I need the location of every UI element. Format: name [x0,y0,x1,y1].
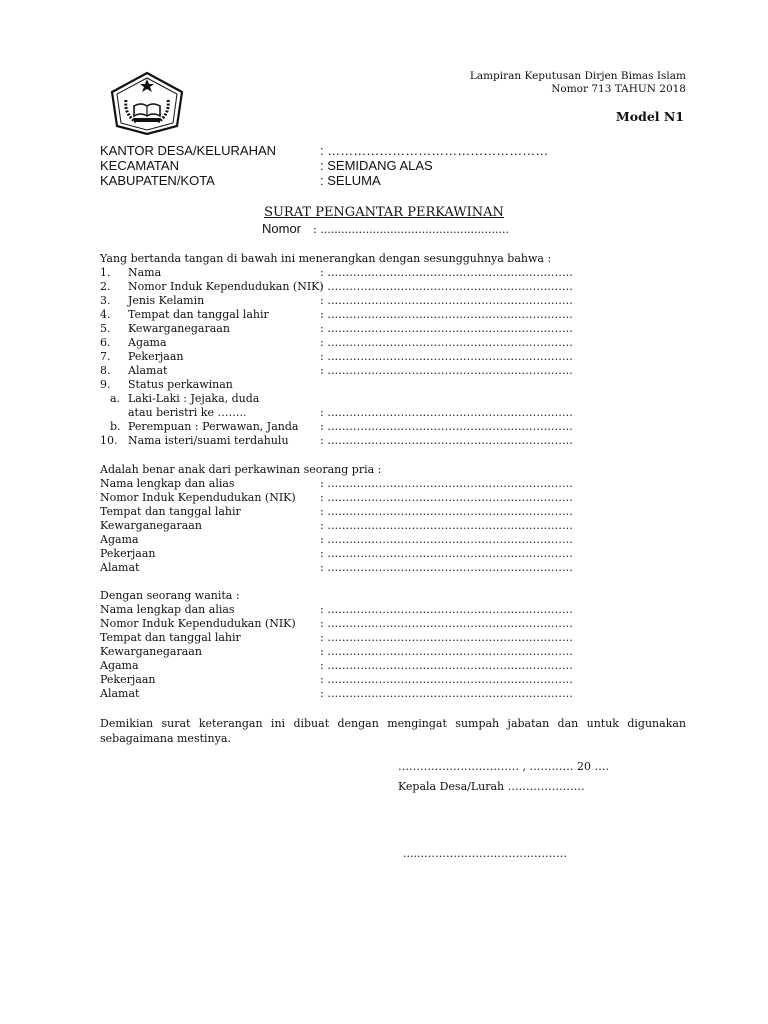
status-b-row [100,420,620,434]
document-title: SURAT PENGANTAR PERKAWINAN [264,205,504,220]
field-row [100,308,620,322]
office-value-kabupaten: : SELUMA [320,173,381,188]
field-dots: : …………………………………………………………. [320,603,573,616]
father-label: Agama [100,533,139,546]
field-dots: : …………………………………………………………. [320,294,573,307]
field-row [100,336,620,350]
field-dots: : …………………………………………………………. [320,561,573,574]
attachment-title: Lampiran Keputusan Dirjen Bimas Islam [469,70,686,82]
closing-statement: Demikian surat keterangan ini dibuat dengan mengingat sumpah jabatan dan untuk digunakan sebagaimana mestinya. [100,717,686,745]
mother-row [100,631,620,645]
status-a-row [100,392,620,406]
field-dots: : …………………………………………………………. [320,491,573,504]
father-label: Kewarganegaraan [100,519,202,532]
father-row [100,547,620,561]
field-dots: : …………………………………………………………. [320,617,573,630]
field-number: 9. [100,378,111,391]
field-label: Jenis Kelamin [128,294,205,307]
father-label: Pekerjaan [100,547,156,560]
father-label: Alamat [100,561,140,574]
father-intro: Adalah benar anak dari perkawinan seorang pria : [100,463,382,476]
field-dots: : …………………………………………………………. [320,308,573,321]
field-dots: : …………………………………………………………. [320,645,573,658]
mother-row [100,687,620,701]
father-row [100,533,620,547]
field-dots: : …………………………………………………………. [320,631,573,644]
mother-row [100,617,620,631]
field-dots: : …………………………………………………………. [320,266,573,279]
mother-label: Nomor Induk Kependudukan (NIK) [100,617,296,630]
mother-row [100,645,620,659]
status-a-letter: a. [110,392,121,405]
field-label: Nomor Induk Kependudukan (NIK) [128,280,324,293]
mother-row [100,603,620,617]
field-label: Nama isteri/suami terdahulu [128,434,289,447]
field-dots: : …………………………………………………………. [320,322,573,335]
field-dots: : …………………………………………………………. [320,364,573,377]
field-dots: : …………………………………………………………. [320,434,573,447]
field-dots: : …………………………………………………………. [320,505,573,518]
field-row [100,434,620,448]
field-number: 3. [100,294,111,307]
field-row [100,280,620,294]
field-dots: : …………………………………………………………. [320,519,573,532]
field-row [100,364,620,378]
field-label: Kewarganegaraan [128,322,230,335]
office-label-kabupaten: KABUPATEN/KOTA [100,173,215,188]
field-dots: : …………………………………………………………. [320,280,573,293]
nomor-label: Nomor [262,221,302,236]
field-dots: : …………………………………………………………. [320,420,573,433]
field-dots: : …………………………………………………………. [320,673,573,686]
field-label: Alamat [128,364,168,377]
field-number: 2. [100,280,111,293]
mother-label: Kewarganegaraan [100,645,202,658]
mother-label: Pekerjaan [100,673,156,686]
field-number: 6. [100,336,111,349]
field-label: Pekerjaan [128,350,184,363]
field-dots: : …………………………………………………………. [320,547,573,560]
field-dots: : …………………………………………………………. [320,336,573,349]
field-number: 1. [100,266,111,279]
father-label: Nomor Induk Kependudukan (NIK) [100,491,296,504]
mother-row [100,659,620,673]
field-label: Status perkawinan [128,378,233,391]
field-dots: : …………………………………………………………. [320,477,573,490]
mother-label: Tempat dan tanggal lahir [100,631,241,644]
field-dots: : …………………………………………………………. [320,533,573,546]
father-label: Nama lengkap dan alias [100,477,235,490]
status-a-text2: atau beristri ke …….. [128,406,247,419]
status-b-text: Perempuan : Perwawan, Janda [128,420,299,433]
intro-text: Yang bertanda tangan di bawah ini menerangkan dengan sesungguhnya bahwa : [100,252,552,265]
field-dots: : …………………………………………………………. [320,406,573,419]
mother-row [100,673,620,687]
office-label-kecamatan: KECAMATAN [100,158,179,173]
status-row [100,378,620,392]
field-number: 8. [100,364,111,377]
status-b-letter: b. [110,420,121,433]
signature-position: Kepala Desa/Lurah ………………… [398,780,585,793]
status-a2-row [100,406,620,420]
attachment-number: Nomor 713 TAHUN 2018 [551,83,686,95]
model-label: Model N1 [615,109,684,124]
field-dots: : …………………………………………………………. [320,659,573,672]
field-number: 10. [100,434,118,447]
nomor-value: : ...................................................... [313,223,510,236]
father-row [100,505,620,519]
field-row [100,322,620,336]
field-label: Nama [128,266,162,279]
father-row [100,477,620,491]
field-row [100,294,620,308]
mother-label: Alamat [100,687,140,700]
field-number: 5. [100,322,111,335]
father-row [100,561,620,575]
father-row [100,519,620,533]
office-label-desa: KANTOR DESA/KELURAHAN [100,143,277,158]
field-dots: : …………………………………………………………. [320,687,573,700]
status-a-text: Laki-Laki : Jejaka, duda [128,392,260,405]
field-label: Agama [128,336,167,349]
mother-label: Nama lengkap dan alias [100,603,235,616]
field-label: Tempat dan tanggal lahir [128,308,269,321]
signature-name-line: ......………………………………… [403,847,567,860]
field-row [100,350,620,364]
office-value-desa: : …………………………………………… [320,143,549,158]
mother-label: Agama [100,659,139,672]
field-number: 7. [100,350,111,363]
field-dots: : …………………………………………………………. [320,350,573,363]
field-number: 4. [100,308,111,321]
father-label: Tempat dan tanggal lahir [100,505,241,518]
father-row [100,491,620,505]
mother-intro: Dengan seorang wanita : [100,589,240,602]
office-value-kecamatan: : SEMIDANG ALAS [320,158,433,173]
field-row [100,266,620,280]
signature-place-date: …………………………… , ………… 20 …. [398,760,609,773]
ministry-emblem-logo [106,70,188,136]
